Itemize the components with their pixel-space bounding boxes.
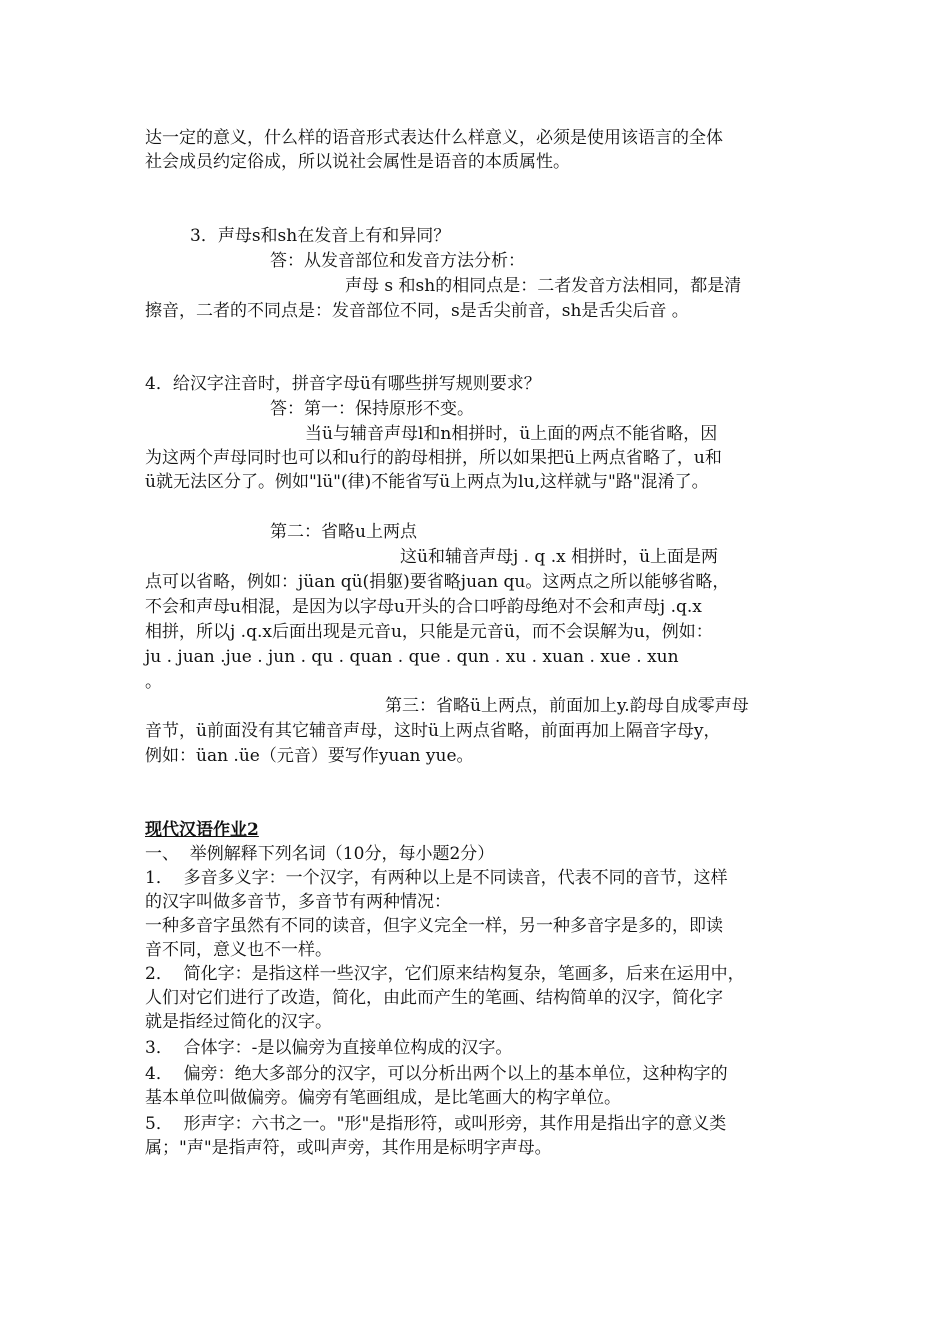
text-line: 不会和声母u相混，是因为以字母u开头的合口呼韵母绝对不会和声母j .q.x — [145, 597, 702, 617]
text-line: 声母 s 和sh的相同点是：二者发音方法相同，都是清 — [345, 276, 742, 296]
text-line: 第三：省略ü上两点，前面加上y.韵母自成零声母 — [385, 696, 749, 716]
text-line: 就是指经过简化的汉字。 — [145, 1012, 332, 1032]
text-line: 人们对它们进行了改造，简化，由此而产生的笔画、结构简单的汉字，简化字 — [145, 988, 723, 1008]
text-line: 1． 多音多义字：一个汉字，有两种以上是不同读音，代表不同的音节，这样 — [145, 868, 728, 888]
text-line: 5． 形声字：六书之一。"形"是指形符，或叫形旁，其作用是指出字的意义类 — [145, 1114, 727, 1134]
section-heading: 现代汉语作业2 — [145, 820, 259, 840]
text-line: 擦音，二者的不同点是：发音部位不同，s是舌尖前音，sh是舌尖后音 。 — [145, 301, 689, 321]
text-line: ju . juan .jue . jun . qu . quan . que . qun . xu . xuan . xue . xun — [145, 647, 679, 667]
text-line: 社会成员约定俗成，所以说社会属性是语音的本质属性。 — [145, 152, 570, 172]
text-line: 的汉字叫做多音节，多音节有两种情况： — [145, 892, 451, 912]
text-line: 相拼，所以j .q.x后面出现是元音u，只能是元音ü，而不会误解为u，例如： — [145, 622, 713, 642]
answer-line: 答：从发音部位和发音方法分析： — [270, 251, 525, 271]
text-line: 2． 简化字：是指这样一些汉字，它们原来结构复杂，笔画多，后来在运用中， — [145, 964, 745, 984]
text-line: 音节，ü前面没有其它辅音声母，这时ü上两点省略，前面再加上隔音字母y， — [145, 721, 721, 741]
text-line: 基本单位叫做偏旁。偏旁有笔画组成，是比笔画大的构字单位。 — [145, 1088, 621, 1108]
text-line: 一种多音字虽然有不同的读音，但字义完全一样，另一种多音字是多的，即读 — [145, 916, 723, 936]
text-line: 。 — [145, 672, 162, 692]
question-3: 3．声母s和sh在发音上有和异同？ — [190, 226, 451, 246]
text-line: 属；"声"是指声符，或叫声旁，其作用是标明字声母。 — [145, 1138, 552, 1158]
text-line: 达一定的意义，什么样的语音形式表达什么样意义，必须是使用该语言的全体 — [145, 128, 723, 148]
text-line: 3． 合体字：-是以偏旁为直接单位构成的汉字。 — [145, 1038, 513, 1058]
text-line: 为这两个声母同时也可以和u行的韵母相拼，所以如果把ü上两点省略了，u和 — [145, 448, 722, 468]
text-line: 点可以省略，例如：jüan qü(捐躯)要省略juan qu。这两点之所以能够省略， — [145, 572, 730, 592]
text-line: 音不同，意义也不一样。 — [145, 940, 332, 960]
text-line: 当ü与辅音声母l和n相拼时，ü上面的两点不能省略，因 — [305, 424, 718, 444]
text-line: 一、 举例解释下列名词（10分，每小题2分） — [145, 844, 495, 864]
question-4: 4．给汉字注音时，拼音字母ü有哪些拼写规则要求？ — [145, 374, 541, 394]
text-line: 4． 偏旁：绝大多部分的汉字，可以分析出两个以上的基本单位，这种构字的 — [145, 1064, 728, 1084]
text-line: 例如：üan .üe（元音）要写作yuan yue。 — [145, 746, 474, 766]
text-line: 这ü和辅音声母j . q .x 相拼时，ü上面是两 — [400, 547, 719, 567]
answer-line: 答：第一：保持原形不变。 — [270, 399, 474, 419]
text-line: 第二：省略u上两点 — [270, 522, 417, 542]
text-line: ü就无法区分了。例如"lü"(律)不能省写ü上两点为lu,这样就与"路"混淆了。 — [145, 472, 709, 492]
